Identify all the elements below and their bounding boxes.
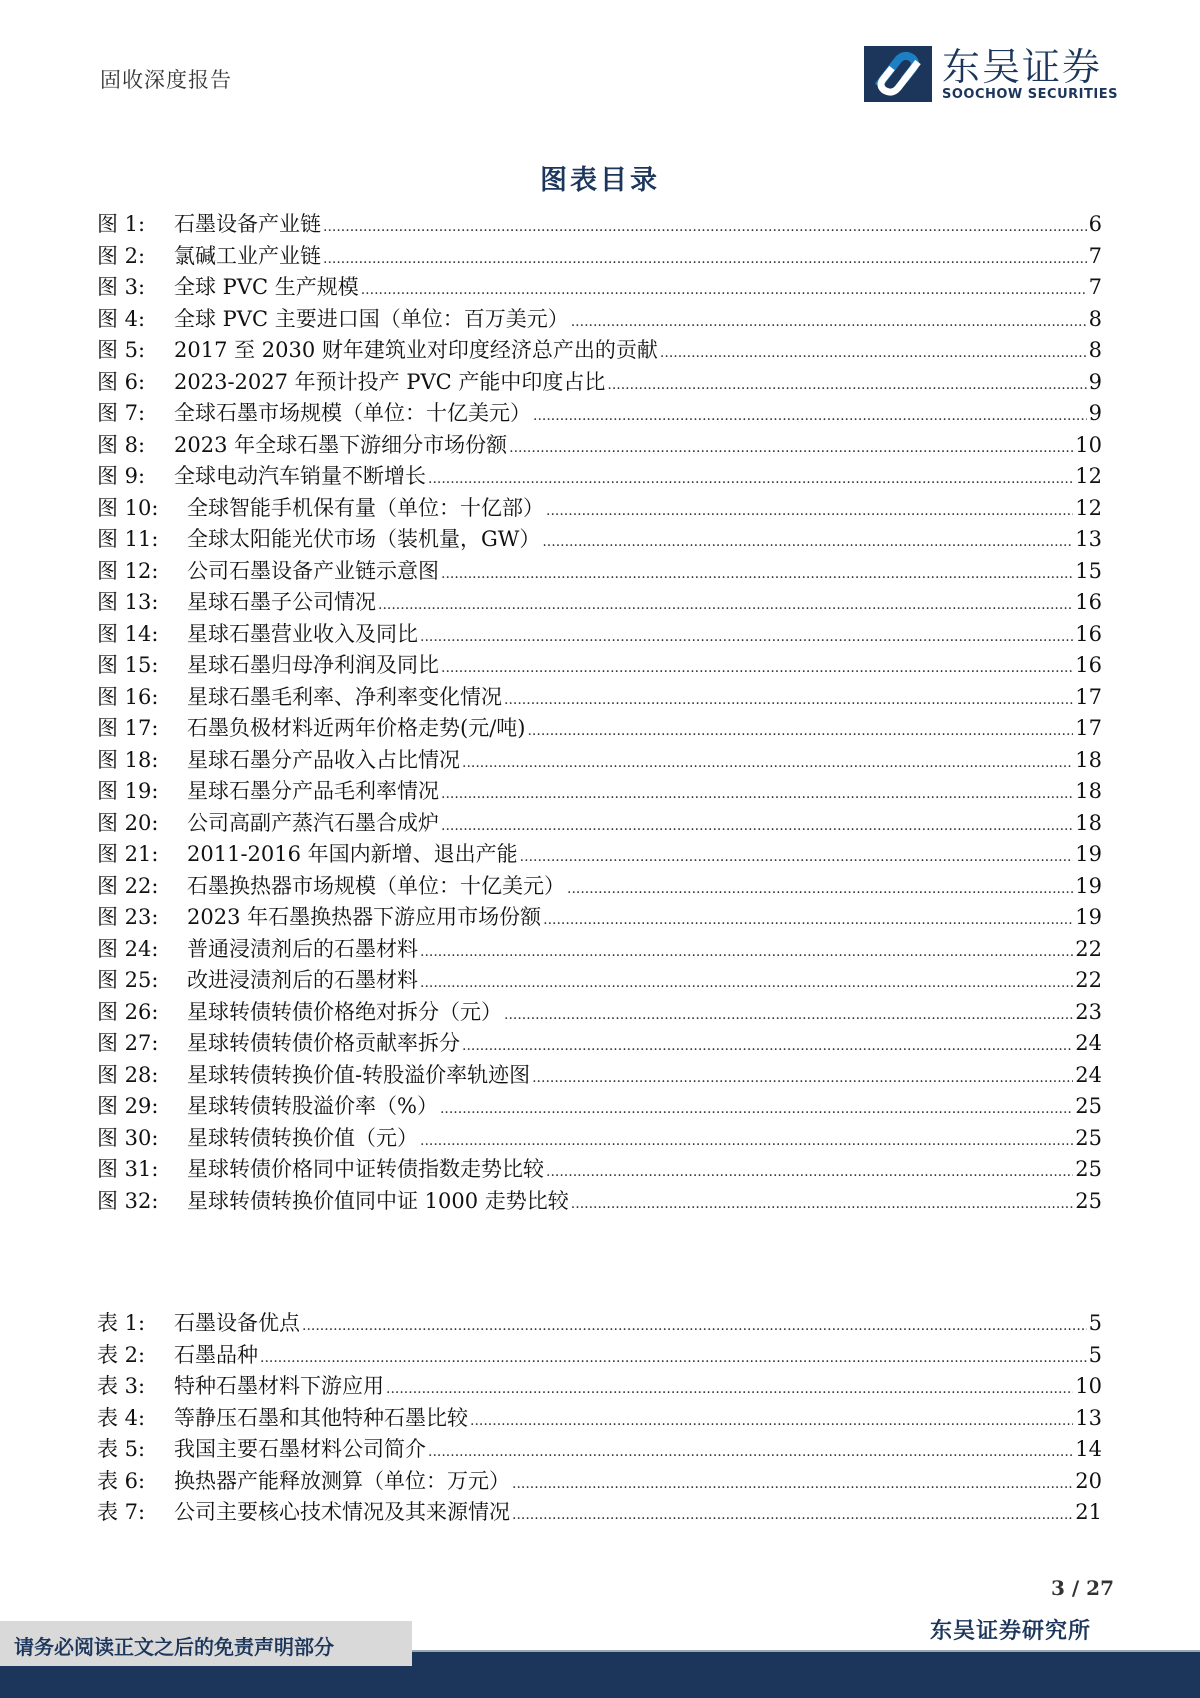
entry-label: 图 8: bbox=[97, 432, 146, 457]
entry-page: 24 bbox=[1075, 1031, 1102, 1055]
dot-leader bbox=[378, 590, 1073, 614]
entry-label: 图 20: bbox=[97, 810, 159, 835]
toc-entry[interactable] bbox=[97, 807, 1102, 839]
toc-entry[interactable] bbox=[97, 1185, 1102, 1217]
entry-page: 12 bbox=[1075, 464, 1102, 488]
dot-leader bbox=[420, 1126, 1073, 1150]
dot-leader bbox=[302, 1311, 1087, 1335]
entry-page: 9 bbox=[1088, 369, 1102, 394]
entry-title: 星球转债转换价值同中证 1000 走势比较 bbox=[187, 1188, 569, 1213]
toc-entry[interactable] bbox=[97, 303, 1102, 335]
entry-label: 图 6: bbox=[97, 369, 146, 394]
disclaimer-text: 请务必阅读正文之后的免责声明部分 bbox=[14, 1635, 334, 1659]
toc-entry[interactable] bbox=[97, 460, 1102, 492]
entry-title: 全球 PVC 生产规模 bbox=[174, 275, 359, 299]
dot-leader bbox=[440, 1094, 1073, 1118]
entry-page: 23 bbox=[1075, 999, 1102, 1024]
institute-name: 东吴证券研究所 bbox=[930, 1618, 1092, 1644]
entry-title: 星球转债转换价值（元） bbox=[187, 1125, 418, 1150]
entry-title: 换热器产能释放测算（单位：万元） bbox=[174, 1468, 510, 1493]
toc-entry[interactable] bbox=[97, 586, 1102, 618]
dot-leader bbox=[441, 779, 1073, 803]
entry-title: 等静压石墨和其他特种石墨比较 bbox=[174, 1405, 468, 1430]
entry-label: 图 21: bbox=[97, 842, 159, 866]
entry-label: 表 5: bbox=[97, 1437, 146, 1461]
logo-cn: 东吴证券 bbox=[942, 44, 1103, 89]
entry-title: 氯碱工业产业链 bbox=[174, 243, 321, 268]
entry-label: 图 19: bbox=[97, 779, 159, 803]
dot-leader bbox=[260, 1343, 1087, 1367]
entry-label: 图 11: bbox=[97, 527, 159, 551]
logo-icon bbox=[864, 46, 932, 102]
entry-page: 25 bbox=[1075, 1157, 1102, 1181]
entry-title: 星球转债转换价值-转股溢价率轨迹图 bbox=[187, 1062, 531, 1087]
entry-page: 21 bbox=[1075, 1500, 1102, 1524]
entry-page: 6 bbox=[1088, 212, 1102, 236]
entry-title: 石墨设备优点 bbox=[174, 1311, 300, 1335]
entry-title: 石墨设备产业链 bbox=[174, 212, 321, 236]
figure-list bbox=[97, 208, 1102, 1216]
entry-title: 公司主要核心技术情况及其来源情况 bbox=[174, 1500, 510, 1524]
entry-title: 全球石墨市场规模（单位：十亿美元） bbox=[174, 401, 531, 425]
entry-label: 图 10: bbox=[97, 495, 159, 520]
toc-entry[interactable] bbox=[97, 1059, 1102, 1091]
entry-label: 图 30: bbox=[97, 1125, 159, 1150]
entry-page: 18 bbox=[1075, 779, 1102, 803]
toc-entry[interactable] bbox=[97, 1339, 1102, 1371]
dot-leader bbox=[571, 1189, 1073, 1213]
entry-page: 22 bbox=[1075, 936, 1102, 961]
entry-page: 9 bbox=[1088, 401, 1102, 425]
dot-leader bbox=[441, 811, 1073, 835]
dot-leader bbox=[504, 685, 1073, 709]
entry-title: 星球石墨分产品收入占比情况 bbox=[187, 747, 460, 772]
toc-entry[interactable] bbox=[97, 681, 1102, 713]
entry-label: 图 1: bbox=[97, 212, 146, 236]
entry-title: 改进浸渍剂后的石墨材料 bbox=[187, 968, 418, 992]
toc-entry[interactable] bbox=[97, 649, 1102, 681]
dot-leader bbox=[546, 1157, 1073, 1181]
entry-page: 18 bbox=[1075, 810, 1102, 835]
toc-entry[interactable] bbox=[97, 523, 1102, 555]
dot-leader bbox=[542, 527, 1073, 551]
entry-label: 图 17: bbox=[97, 716, 159, 740]
dot-leader bbox=[532, 1063, 1073, 1087]
entry-page: 22 bbox=[1075, 968, 1102, 992]
entry-title: 星球转债转股溢价率（%） bbox=[187, 1094, 438, 1118]
entry-title: 星球石墨分产品毛利率情况 bbox=[187, 779, 439, 803]
dot-leader bbox=[323, 244, 1087, 268]
toc-entry[interactable] bbox=[97, 901, 1102, 933]
toc-entry[interactable] bbox=[97, 712, 1102, 744]
entry-label: 图 15: bbox=[97, 653, 159, 677]
entry-page: 17 bbox=[1075, 716, 1102, 740]
page-title: 图表目录 bbox=[540, 165, 660, 196]
dot-leader bbox=[543, 905, 1073, 929]
dot-leader bbox=[428, 464, 1073, 488]
entry-page: 24 bbox=[1075, 1062, 1102, 1087]
entry-label: 图 27: bbox=[97, 1031, 159, 1055]
dot-leader bbox=[533, 401, 1087, 425]
entry-title: 2023-2027 年预计投产 PVC 产能中印度占比 bbox=[174, 369, 606, 394]
toc-entry[interactable] bbox=[97, 1370, 1102, 1402]
entry-page: 25 bbox=[1075, 1125, 1102, 1150]
dot-leader bbox=[607, 370, 1086, 394]
toc-entry[interactable] bbox=[97, 1153, 1102, 1185]
dot-leader bbox=[323, 212, 1087, 236]
entry-label: 图 9: bbox=[97, 464, 146, 488]
entry-page: 12 bbox=[1075, 495, 1102, 520]
dot-leader bbox=[567, 874, 1073, 898]
dot-leader bbox=[428, 1437, 1073, 1461]
dot-leader bbox=[660, 338, 1087, 362]
entry-page: 7 bbox=[1088, 243, 1102, 268]
entry-page: 13 bbox=[1075, 527, 1102, 551]
entry-title: 全球电动汽车销量不断增长 bbox=[174, 464, 426, 488]
entry-label: 图 25: bbox=[97, 968, 159, 992]
toc-entry[interactable] bbox=[97, 1496, 1102, 1528]
entry-page: 19 bbox=[1075, 842, 1102, 866]
entry-title: 特种石墨材料下游应用 bbox=[174, 1374, 384, 1398]
entry-label: 表 2: bbox=[97, 1342, 146, 1367]
entry-label: 图 7: bbox=[97, 401, 146, 425]
table-list bbox=[97, 1307, 1102, 1528]
entry-label: 图 31: bbox=[97, 1157, 159, 1181]
toc-entry[interactable] bbox=[97, 1027, 1102, 1059]
entry-page: 25 bbox=[1075, 1094, 1102, 1118]
entry-page: 16 bbox=[1075, 590, 1102, 614]
entry-label: 图 23: bbox=[97, 905, 159, 929]
entry-title: 全球智能手机保有量（单位：十亿部） bbox=[187, 495, 544, 520]
toc-entry[interactable] bbox=[97, 366, 1102, 398]
entry-page: 17 bbox=[1075, 684, 1102, 709]
entry-label: 图 22: bbox=[97, 873, 159, 898]
toc-entry[interactable] bbox=[97, 1465, 1102, 1497]
toc-entry[interactable] bbox=[97, 1307, 1102, 1339]
entry-title: 2011-2016 年国内新增、退出产能 bbox=[187, 842, 518, 866]
toc-entry[interactable] bbox=[97, 1402, 1102, 1434]
entry-page: 10 bbox=[1075, 432, 1102, 457]
toc-entry[interactable] bbox=[97, 555, 1102, 587]
entry-title: 星球石墨归母净利润及同比 bbox=[187, 653, 439, 677]
entry-label: 图 24: bbox=[97, 936, 159, 961]
entry-label: 图 5: bbox=[97, 338, 146, 362]
entry-title: 2023 年石墨换热器下游应用市场份额 bbox=[187, 905, 542, 929]
dot-leader bbox=[571, 307, 1087, 331]
entry-title: 星球转债转债价格贡献率拆分 bbox=[187, 1031, 460, 1055]
dot-leader bbox=[527, 716, 1073, 740]
entry-label: 图 32: bbox=[97, 1188, 159, 1213]
entry-page: 8 bbox=[1088, 306, 1102, 331]
toc-entry[interactable] bbox=[97, 271, 1102, 303]
dot-leader bbox=[462, 748, 1073, 772]
entry-page: 14 bbox=[1075, 1437, 1102, 1461]
entry-label: 图 4: bbox=[97, 306, 146, 331]
entry-label: 图 26: bbox=[97, 999, 159, 1024]
entry-page: 19 bbox=[1075, 905, 1102, 929]
toc-entry[interactable] bbox=[97, 744, 1102, 776]
dot-leader bbox=[509, 433, 1073, 457]
entry-page: 19 bbox=[1075, 873, 1102, 898]
toc-entry[interactable] bbox=[97, 838, 1102, 870]
dot-leader bbox=[504, 1000, 1073, 1024]
dot-leader bbox=[420, 622, 1073, 646]
entry-label: 表 1: bbox=[97, 1311, 146, 1335]
dot-leader bbox=[546, 496, 1073, 520]
toc-entry[interactable] bbox=[97, 870, 1102, 902]
entry-title: 我国主要石墨材料公司简介 bbox=[174, 1437, 426, 1461]
entry-title: 公司石墨设备产业链示意图 bbox=[187, 558, 439, 583]
entry-title: 石墨负极材料近两年价格走势(元/吨) bbox=[187, 716, 526, 740]
entry-label: 图 2: bbox=[97, 243, 146, 268]
entry-title: 全球 PVC 主要进口国（单位：百万美元） bbox=[174, 306, 569, 331]
entry-title: 2023 年全球石墨下游细分市场份额 bbox=[174, 432, 508, 457]
entry-title: 星球石墨子公司情况 bbox=[187, 590, 376, 614]
toc-entry[interactable] bbox=[97, 618, 1102, 650]
entry-page: 16 bbox=[1075, 653, 1102, 677]
entry-label: 图 13: bbox=[97, 590, 159, 614]
entry-page: 15 bbox=[1075, 558, 1102, 583]
entry-title: 星球转债转债价格绝对拆分（元） bbox=[187, 999, 502, 1024]
entry-page: 20 bbox=[1075, 1468, 1102, 1493]
entry-title: 全球太阳能光伏市场（装机量，GW） bbox=[187, 527, 541, 551]
entry-page: 5 bbox=[1088, 1342, 1102, 1367]
page-number: 3 / 27 bbox=[1051, 1576, 1114, 1600]
report-type: 固收深度报告 bbox=[100, 68, 232, 92]
entry-page: 25 bbox=[1075, 1188, 1102, 1213]
entry-page: 8 bbox=[1088, 338, 1102, 362]
entry-title: 星球石墨毛利率、净利率变化情况 bbox=[187, 684, 502, 709]
dot-leader bbox=[512, 1469, 1073, 1493]
entry-label: 图 28: bbox=[97, 1062, 159, 1087]
disclaimer-box bbox=[0, 1621, 412, 1666]
entry-page: 5 bbox=[1088, 1311, 1102, 1335]
dot-leader bbox=[361, 275, 1087, 299]
entry-page: 16 bbox=[1075, 621, 1102, 646]
toc-entry[interactable] bbox=[97, 429, 1102, 461]
toc-entry[interactable] bbox=[97, 933, 1102, 965]
dot-leader bbox=[420, 968, 1073, 992]
company-logo bbox=[864, 46, 1118, 102]
toc-entry[interactable] bbox=[97, 397, 1102, 429]
entry-title: 普通浸渍剂后的石墨材料 bbox=[187, 936, 418, 961]
entry-title: 星球石墨营业收入及同比 bbox=[187, 621, 418, 646]
dot-leader bbox=[512, 1500, 1073, 1524]
entry-title: 石墨换热器市场规模（单位：十亿美元） bbox=[187, 873, 565, 898]
entry-page: 13 bbox=[1075, 1405, 1102, 1430]
dot-leader bbox=[441, 559, 1073, 583]
toc-entry[interactable] bbox=[97, 1122, 1102, 1154]
entry-label: 图 16: bbox=[97, 684, 159, 709]
entry-label: 图 14: bbox=[97, 621, 159, 646]
toc-entry[interactable] bbox=[97, 240, 1102, 272]
entry-label: 表 3: bbox=[97, 1374, 146, 1398]
entry-label: 图 3: bbox=[97, 275, 146, 299]
entry-label: 表 6: bbox=[97, 1468, 146, 1493]
entry-label: 图 29: bbox=[97, 1094, 159, 1118]
entry-label: 表 4: bbox=[97, 1405, 146, 1430]
entry-title: 公司高副产蒸汽石墨合成炉 bbox=[187, 810, 439, 835]
toc-entry[interactable] bbox=[97, 334, 1102, 366]
toc-entry[interactable] bbox=[97, 492, 1102, 524]
toc-entry[interactable] bbox=[97, 1433, 1102, 1465]
entry-title: 2017 至 2030 财年建筑业对印度经济总产出的贡献 bbox=[174, 338, 658, 362]
dot-leader bbox=[386, 1374, 1073, 1398]
dot-leader bbox=[520, 842, 1074, 866]
dot-leader bbox=[470, 1406, 1073, 1430]
toc-entry[interactable] bbox=[97, 964, 1102, 996]
entry-label: 图 18: bbox=[97, 747, 159, 772]
entry-label: 图 12: bbox=[97, 558, 159, 583]
toc-entry[interactable] bbox=[97, 208, 1102, 240]
entry-page: 7 bbox=[1088, 275, 1102, 299]
toc-entry[interactable] bbox=[97, 996, 1102, 1028]
toc-entry[interactable] bbox=[97, 1090, 1102, 1122]
entry-page: 18 bbox=[1075, 747, 1102, 772]
entry-title: 石墨品种 bbox=[174, 1342, 258, 1367]
entry-page: 10 bbox=[1075, 1374, 1102, 1398]
logo-en: SOOCHOW SECURITIES bbox=[942, 86, 1118, 102]
dot-leader bbox=[441, 653, 1073, 677]
toc-entry[interactable] bbox=[97, 775, 1102, 807]
dot-leader bbox=[420, 937, 1073, 961]
entry-label: 表 7: bbox=[97, 1500, 146, 1524]
dot-leader bbox=[462, 1031, 1073, 1055]
entry-title: 星球转债价格同中证转债指数走势比较 bbox=[187, 1157, 544, 1181]
